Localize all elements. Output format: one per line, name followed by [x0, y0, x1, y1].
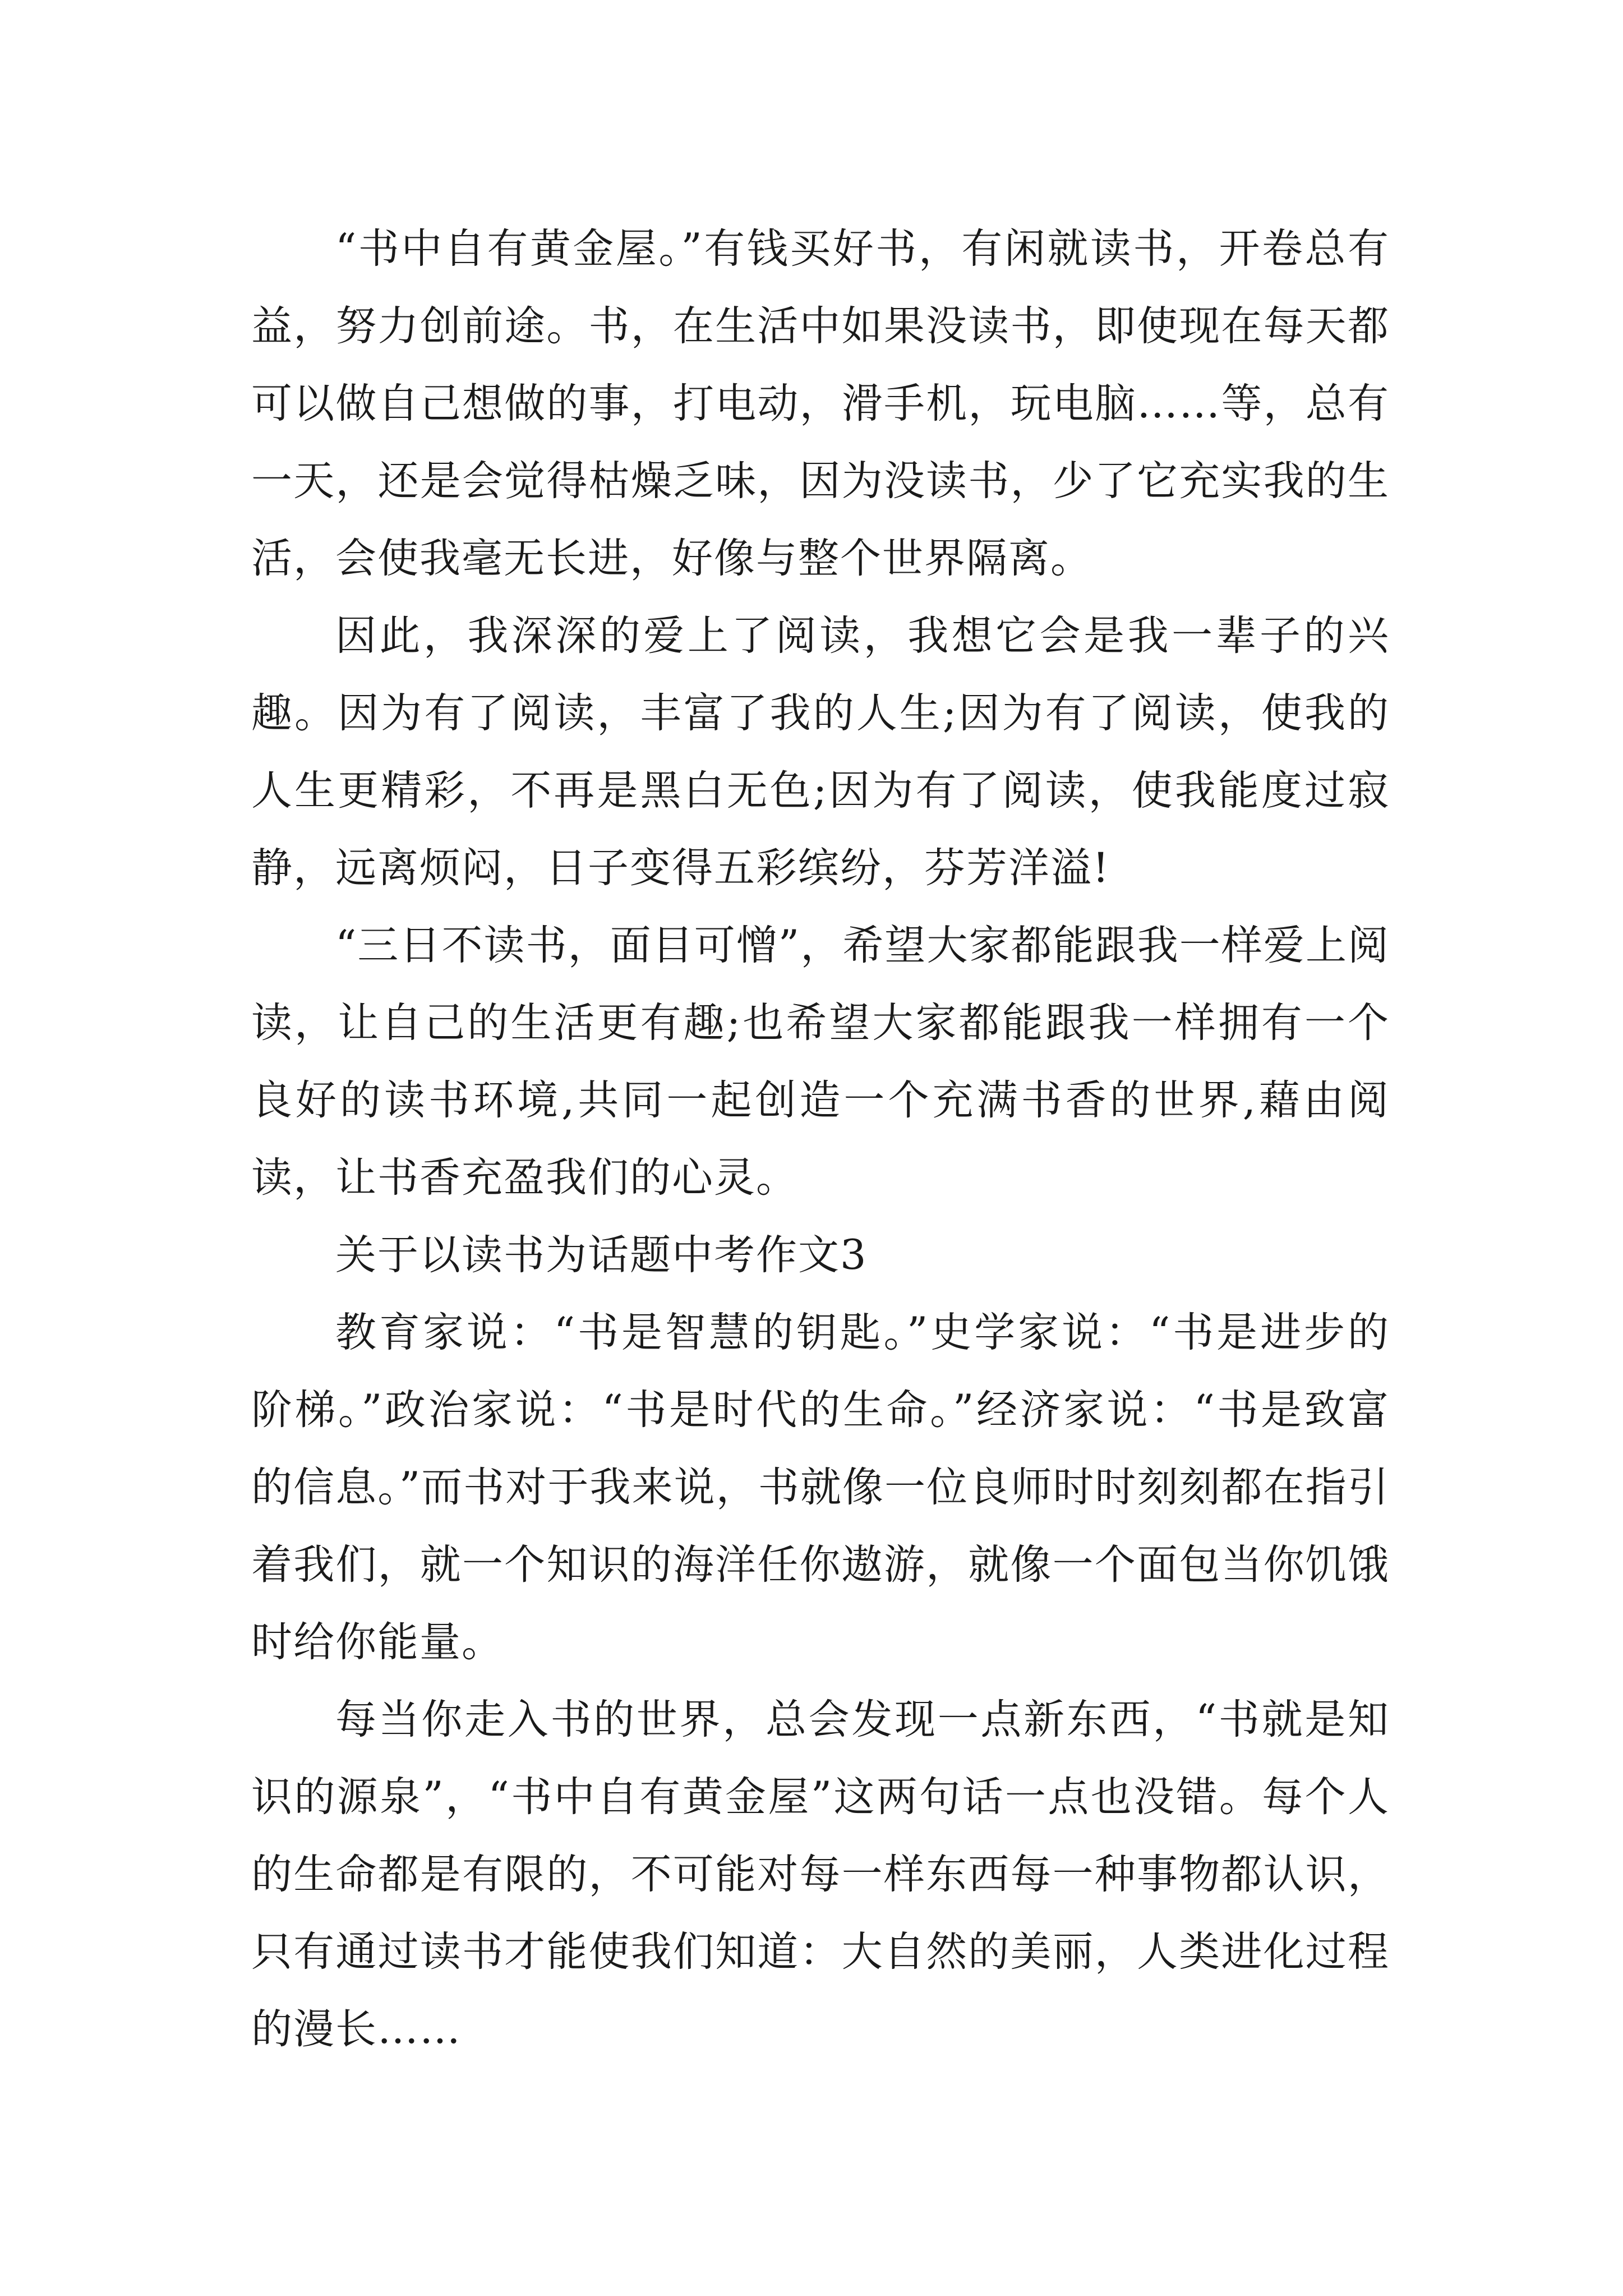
- paragraph-love-reading: 因此，我深深的爱上了阅读，我想它会是我一辈子的兴趣。因为有了阅读，丰富了我的人生;因为有了阅读，使我的人生更精彩，不再是黑白无色;因为有了阅读，使我能度过寂静，远离烦闷，日子变得五彩缤纷，芬芳洋溢!: [251, 612, 1390, 892]
- document-body: [251, 210, 1390, 2068]
- paragraph-golden-house: “书中自有黄金屋。”有钱买好书，有闲就读书，开卷总有益，努力创前途。书，在生活中如果没读书，即使现在每天都可以做自己想做的事，打电动，滑手机，玩电脑……等，总有一天，还是会觉得枯燥乏味，因为没读书，少了它充实我的生活，会使我毫无长进，好像与整个世界隔离。: [251, 225, 1390, 582]
- paragraph-educators-say: 教育家说：“书是智慧的钥匙。”史学家说：“书是进步的阶梯。”政治家说：“书是时代的生命。”经济家说：“书是致富的信息。”而书对于我来说，书就像一位良师时时刻刻都在指引着我们，就一个知识的海洋任你遨游，就像一个面包当你饥饿时给你能量。: [251, 1309, 1390, 1666]
- paragraph-three-days: “三日不读书，面目可憎”，希望大家都能跟我一样爱上阅读，让自己的生活更有趣;也希望大家都能跟我一样拥有一个良好的读书环境,共同一起创造一个充满书香的世界,藉由阅读，让书香充盈我们的心灵。: [251, 922, 1390, 1202]
- section-title: 关于以读书为话题中考作文3: [335, 1231, 868, 1279]
- paragraph-world-of-books: 每当你走入书的世界，总会发现一点新东西，“书就是知识的源泉”，“书中自有黄金屋”这两句话一点也没错。每个人的生命都是有限的，不可能对每一样东西每一种事物都认识，只有通过读书才能使我们知道：大自然的美丽，人类进化过程的漫长……: [251, 1696, 1390, 2053]
